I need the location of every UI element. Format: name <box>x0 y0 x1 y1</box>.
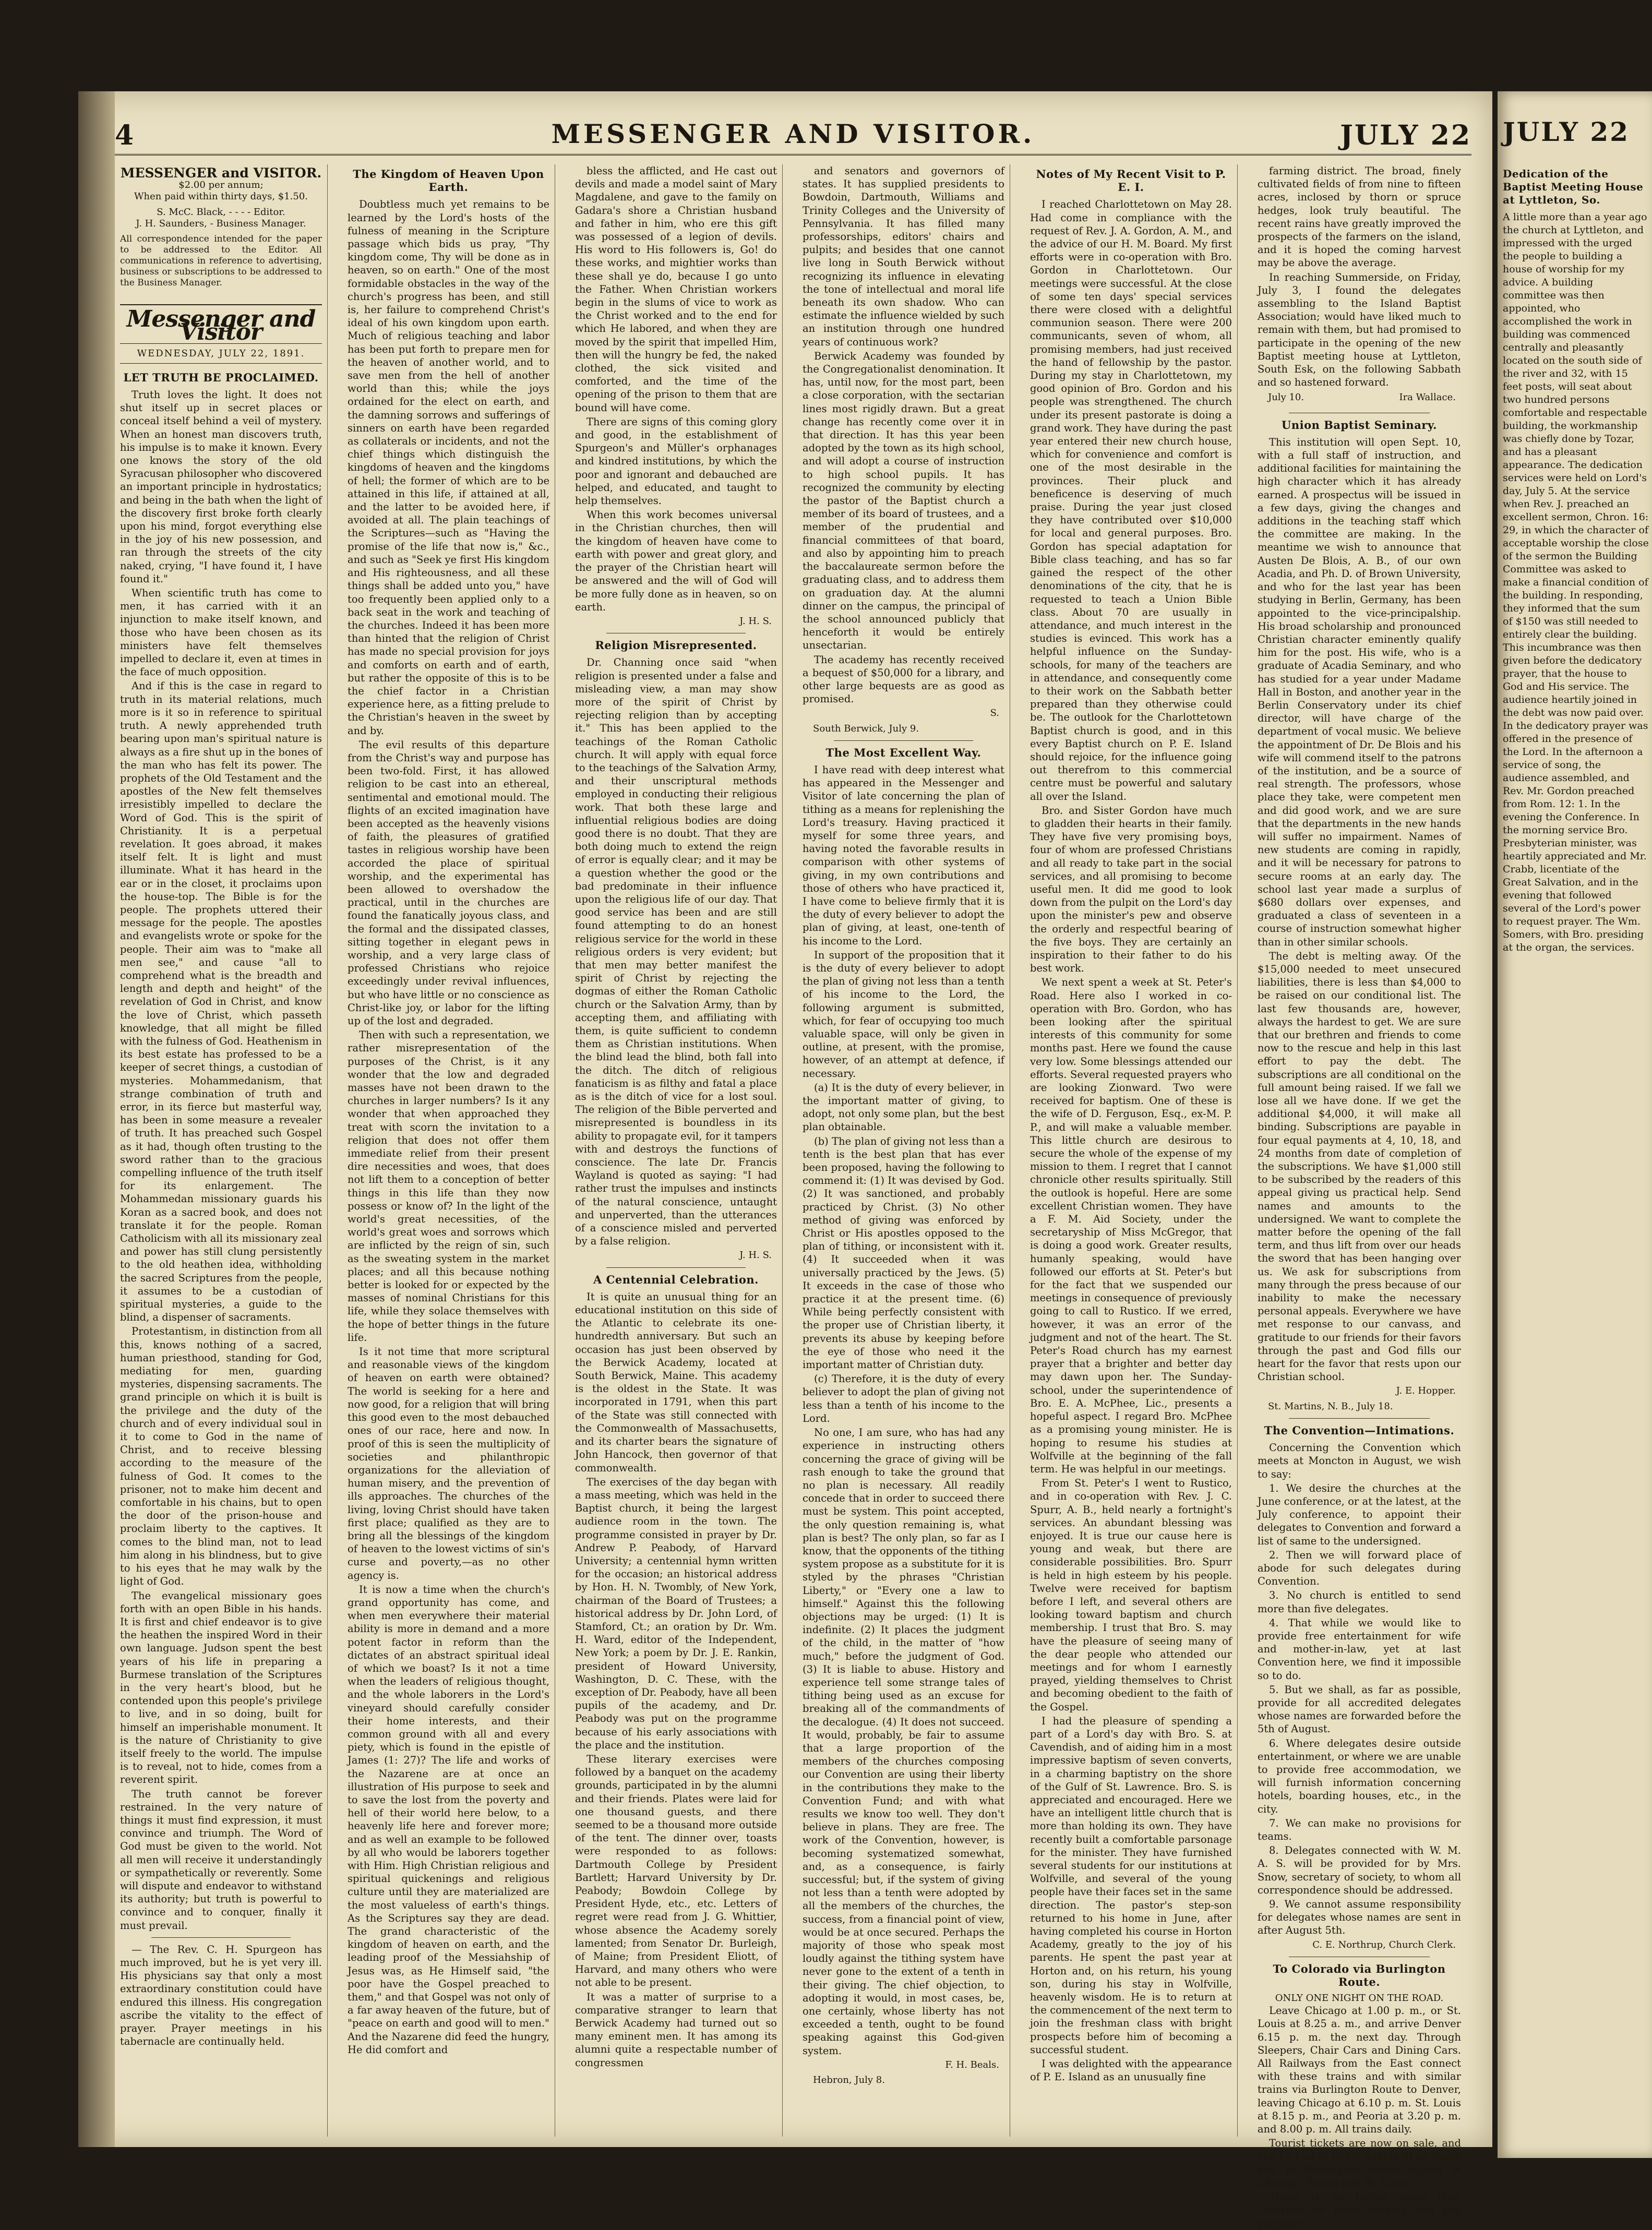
paragraph: The exercises of the day began with a mass meeting, which was held in the Baptist church, it being the largest audience room in the town. The programme consisted in prayer by Dr. Andrew P. Peabody, of Harvard University; a centennial hymn written for the occasion; an historical address by Hon. H. N. Twombly, of New York, chairman of the Board of Trustees; a historical address by Dr. John Lord, of Stamford, Ct.; an oration by Dr. Wm. H. Ward, editor of the Independent, New York; a poem by Dr. J. E. Rankin, president of Howard University, Washington, D. C. These, with the exception of Dr. Peabody, have all been pupils of the academy, and Dr. Peabody was put on the programme because of his early associations with the place and the institution. <box>575 1476 777 1751</box>
paragraph: Protestantism, in distinction from all this, knows nothing of a sacred, human priesthood, standing for God, mediating for men, guarding mysteries, dispensing sacraments. The grand principle on which it is built is the privilege and the duty of the church and of every individual soul in it to come to God in the name of Christ, and to receive blessing according to the measure of the fulness of God. It comes to the prisoner, not to make him decent and comfortable in his chains, but to open the door of the prison-house and proclaim liberty to the captives. It comes to the blind man, not to lead him along in his blindness, but to give to his eyes that he may walk by the light of God. <box>120 1325 322 1588</box>
issue-date: JULY 22 <box>1340 119 1471 151</box>
manager-line: J. H. Saunders, - Business Manager. <box>136 218 306 230</box>
paragraph: Doubtless much yet remains to be learned by the Lord's hosts of the fulness of meaning in the Scripture passage which bids us pray, "Thy kingdom come, Thy will be done as in heaven, so on earth." One of the most formidable obstacles in the way of the church's progress has been, and still is, her failure to comprehend Christ's ideal of his own kingdom upon earth. Much of religious teaching and labor has been put forth to prepare men for the heaven of another world, and to save men from the hell of another world than this; while the joys ordained for the elect on earth, and the damning sorrows and sufferings of sinners on earth have been regarded as collaterals or incidents, and not the chief things which distinguish the kingdoms of heaven and the kingdoms of hell; the former of which are to be attained in this life, if attained at all, and the latter to be avoided here, if avoided at all. The plain teachings of the Scriptures—such as "Having the promise of the life that now is," &c., and such as "Seek ye first His kingdom and His righteousness, and all these things shall be added unto you," have too frequently been applied only to a back seat in the work and teaching of the churches. Indeed it has been more than hinted that the religion of Christ has made no special provision for joys and comforts on earth and of earth, but rather the opposite of this is to be the chief factor in a Christian experience here, as a fitting prelude to the Christian's heaven in the sweet by and by. <box>348 198 549 737</box>
divider <box>606 1267 746 1268</box>
column-4 <box>797 164 1010 2137</box>
paragraph: It is quite an unusual thing for an educational institution on this side of the Atlantic to celebrate its one-hundredth anniversary. But such an occasion has just been observed by the Berwick Academy, located at South Berwick, Maine. This academy is the oldest in the State. It was incorporated in 1791, when this part of the State was still connected with the Commonwealth of Massachusetts, and its charter bears the signature of John Hancock, then governor of that commonwealth. <box>575 1290 777 1474</box>
paragraph: When this work becomes universal in the Christian churches, then will the kingdom of heaven have come to earth with power and great glory, and the prayer of the Christian heart will be answered and the will of God will be more fully done as in heaven, so on earth. <box>575 509 777 613</box>
column-3 <box>570 164 783 2137</box>
paragraph: The debt is melting away. Of the $15,000 needed to meet unsecured liabilities, there is less than $4,000 to be raised on our conditional list. The last few thousands are, however, always the hardest to get. We are sure that our brethren and friends to come now to the rescue and help in this last effort to pay the debt. The subscriptions are all conditional on the full amount being raised. If we fall we lose all we have done. If we get the additional $4,000, it will make all binding. Subscriptions are payable in four equal payments at 4, 10, 18, and 24 months from date of completion of the subscriptions. We have $1,000 still to be subscribed by the readers of this appeal giving us practical help. Send names and amounts to the undersigned. We want to complete the matter before the opening of the fall term, and thus lift from over our heads the sword that has been hanging over us. We ask for subscriptions from many through the press because of our inability to make the necessary personal appeals. Everywhere we have met response to our canvass, and gratitude to our friends for their favors through the past and God fills our heart for the favor that rests upon our Christian school. <box>1258 950 1461 1383</box>
article-heading: The Most Excellent Way. <box>825 746 981 759</box>
subscription-note: When paid within thirty days, $1.50. <box>134 191 308 202</box>
editorial-heading: LET TRUTH BE PROCLAIMED. <box>123 370 319 384</box>
paragraph: Leave Chicago at 1.00 p. m., or St. Louis at 8.25 a. m., and arrive Denver 6.15 p. m. the next day. Through Sleepers, Chair Cars and Dining Cars. All Railways from the East connect with these trains and with similar trains via Burlington Route to Denver, leaving Chicago at 6.10 p. m. St. Louis at 8.15 p. m., and Peoria at 3.20 p. m. and 8.00 p. m. All trains daily. <box>1258 2005 1461 2136</box>
paragraph: Concerning the Convention which meets at Moncton in August, we wish to say: <box>1258 1442 1461 1480</box>
divider <box>834 740 973 741</box>
list-item: 3. No church is entitled to send more than five delegates. <box>1258 1589 1461 1615</box>
correspondence-notice: All correspondence intended for the paper to be addressed to the Editor. All communications in reference to advertising, business or subscriptions to be addressed to the Business Manager. <box>120 234 322 289</box>
column-6 <box>1252 164 1466 2229</box>
paragraph: In reaching Summerside, on Friday, July 3, I found the delegates assembling to the Island Baptist Association; would have liked much to remain with them, but had promised to participate in the opening of the new Baptist meeting house at Lyttleton, South Esk, on the following Sabbath and so hastened forward. <box>1258 271 1461 389</box>
dateline-place: St. Martins, N. B., July 18. <box>1268 1400 1393 1412</box>
paragraph: These literary exercises were followed by a banquet on the academy grounds, participated in by the alumni and their friends. Plates were laid for one thousand guests, and there seemed to be a thousand more outside of the tent. The dinner over, toasts were responded to as follows: Dartmouth College by President Bartlett; Harvard University by Dr. Peabody; Bowdoin College by President Hyde, etc., etc. Letters of regret were read from J. G. Whittier, whose absence the Academy sorely lamented; from Senator Dr. Burleigh, of Maine; from President Eliott, of Harvard, and many others who were not able to be present. <box>575 1753 777 1989</box>
article-heading: Union Baptist Seminary. <box>1282 418 1437 431</box>
paragraph: When scientific truth has come to men, it has carried with it an injunction to make itself known, and those who have been chosen as its ministers have felt themselves impelled to declare it, even at times in the face of much opposition. <box>120 587 322 678</box>
article-heading: Religion Misrepresented. <box>595 639 757 652</box>
masthead <box>115 116 1471 155</box>
paragraph: From St. Peter's I went to Rustico, and in co-operation with Rev. J. C. Spurr, A. B., held nearly a fortnight's services. An abundant blessing was enjoyed. It is true our cause here is young and weak, but there are considerable possibilities. Bro. Spurr is held in high esteem by his people. Twelve were received for baptism before I left, and several others are looking toward baptism and church membership. I trust that Bro. S. may have the pleasure of seeing many of the dear people who attended our meetings and for whom I earnestly prayed, yielding themselves to Christ and becoming obedient to the faith of the Gospel. <box>1030 1477 1232 1713</box>
paragraph: I was delighted with the appearance of P. E. Island as an unusually fine <box>1030 2058 1232 2083</box>
paragraph: A little more than a year ago the church at Lyttleton, and impressed with the urged the people to building a house of worship for my advice. A building committee was then appointed, who accomplished the work in building was commenced centrally and pleasantly located on the south side of the river and 32, with 15 feet posts, will seat about two hundred persons comfortable and respectable building, the workmanship was chiefly done by Tozar, and has a pleasant appearance. The dedication services were held on Lord's day, July 5. At the service when Rev. J. preached an excellent sermon, Chron. 16: 29, in which the character of acceptable worship the close of the sermon the Building Committee was asked to make a financial condition of the building. In responding, they informed that the sum of $150 was still needed to entirely clear the building. This incumbrance was then given before the dedicatory prayer, that the house to God and His service. The audience heartily joined in the debt was now paid over. In the dedicatory prayer was offered in the presence of the Lord. In the afternoon a service of song, the audience assembled, and Rev. Mr. Gordon preached from Rom. 12: 1. In the evening the Conference. In the morning service Bro. Presbyterian minister, was heartily appreciated and Mr. Crabb, licentiate of the Great Salvation, and in the evening that followed several of the Lord's power to request prayer. The Wm. Somers, with Bro. presiding at the organ, the services. <box>1503 211 1649 953</box>
dateline-place: July 10. <box>1268 392 1304 403</box>
paragraph: (b) The plan of giving not less than a tenth is the best plan that has ever been proposed, having the following to commend it: (1) It was devised by God. (2) It was sanctioned, and probably practiced by Christ. (3) No other method of giving was enforced by Christ or His apostles opposed to the plan of tithing, or inconsistent with it. (4) It succeeded when it was universally practiced by the Jews. (5) It exceeds in the case of those who practice it at the present time. (6) While being perfectly consistent with the proper use of Christian liberty, it prevents its abuse by keeping before the eye of those who need it the important matter of Christian duty. <box>803 1135 1004 1371</box>
list-item: 2. Then we will forward place of abode for such delegates during Convention. <box>1258 1549 1461 1588</box>
list-item: 1. We desire the churches at the June conference, or at the latest, at the July conference, to appoint their delegates to Convention and forward a list of same to the undersigned. <box>1258 1482 1461 1547</box>
list-item: 4. That while we would like to provide free entertainment for wife and mother-in-law, yet at last Convention here, we find it impossible so to do. <box>1258 1616 1461 1682</box>
author-signature: F. H. Beals. <box>945 2059 999 2070</box>
adjacent-page-edge <box>1498 91 1652 2158</box>
paragraph: Tourist tickets are now on sale, and can be had of ticket agents of all roads and at Burlington Route depots in Chicago, Peoria and St. Louis. <box>1258 2137 1461 2189</box>
adjacent-page-date: JULY 22 <box>1503 116 1630 147</box>
paragraph: I reached Charlottetown on May 28. Had come in compliance with the request of Rev. J. A. Gordon, A. M., and the advice of our H. M. Board. My first efforts were in co-operation with Bro. Gordon in Charlottetown. Our meetings were successful. At the close of some ten days' special services there were closed with a delightful communion season. There were 200 communicants, seven of whom, all promising members, had just received the hand of fellowship by the pastor. During my stay in Charlottetown, my good opinion of Bro. Gordon and his people was strengthened. The church under its present pastorate is doing a grand work. They have during the past year entered their new church house, which for convenience and comfort is one of the most desirable in the provinces. Their pluck and beneficence is deserving of much praise. During the year just closed they have contributed over $10,000 for local and general purposes. Bro. Gordon has special adaptation for Bible class teaching, and has so far gained the respect of the other denominations of the city, that he is requested to teach a Union Bible class. About 70 are usually in attendance, and much interest in the studies is evinced. This work has a helpful influence on the Sunday-schools, for many of the teachers are in attendance, and consequently come to their work on the Sabbath better prepared than they otherwise could be. The outlook for the Charlottetown Baptist church is good, and in this every Baptist church on P. E. Island should rejoice, for the influence going out therefrom to this commercial centre must be powerful and salutary all over the Island. <box>1030 198 1232 802</box>
paragraph: The evil results of this departure from the Christ's way and purpose has been two-fold. First, it has allowed religion to be cast into an ethereal, sentimental and emotional mould. The flights of an excited imagination have been accepted as the heavenly visions of faith, the pleasures of gratified tastes in religious worship have been accorded the place of spiritual worship, and the experimental has been allowed to overshadow the practical, until in the churches are found the fanatically joyous class, and the formal and the dissipated classes, sitting together in elegant pews in worship, and a very large class of professed Christians who rejoice exceedingly under revival influences, but who have little or no conscience as Christ-like joy, or labor for the lifting up of the lost and degraded. <box>348 738 549 1027</box>
paragraph: It was a matter of surprise to a comparative stranger to learn that Berwick Academy had turned out so many eminent men. It has among its alumni quite a respectable number of congressmen <box>575 1991 777 2069</box>
divider <box>151 1937 291 1938</box>
paragraph: and senators and governors of states. It has supplied presidents to Bowdoin, Dartmouth, Williams and Trinity Colleges and the University of Pennsylvania. It has filled many professorships, editors' chairs and pulpits; and besides that one cannot live long in South Berwick without recognizing its influence in elevating the tone of intellectual and moral life beneath its own shadow. Who can estimate the influence wielded by such an institution through one hundred years of continuous work? <box>803 165 1004 348</box>
paragraph: Bro. and Sister Gordon have much to gladden their hearts in their family. They have five very promising boys, four of whom are professed Christians and all ready to take part in the social services, and all promising to become useful men. It did me good to look down from the pulpit on the Lord's day upon the minister's pew and observe the orderly and respectful bearing of the five boys. They are certainly an inspiration to their father to do his best work. <box>1030 804 1232 975</box>
paragraph: It is now a time when the church's grand opportunity has come, and when men everywhere their material ability is more in demand and a more potent factor in reform than the dictates of an abstract spiritual ideal of which we boast? Is it not a time when the leaders of religious thought, and the whole laborers in the Lord's vineyard should carefully consider their home interests, and their common ground with all and every piety, which is found in the epistle of James (1: 27)? The life and works of the Nazarene are at once an illustration of His purpose to seek and to save the lost from the poverty and hell of their world here below, to a heavenly life here and forever more; and as well an example to be followed by all who would be laborers together with Him. High Christian religious and spiritual quickenings and religious culture until they are materialized are the most valueless of earth's things. As the Scriptures say they are dead. The grand characteristic of the kingdom of heaven on earth, and the leading proof of the Messiahship of Jesus was, as He Himself said, "the poor have the Gospel preached to them," and that Gospel was not only of a far away heaven of the future, but of "peace on earth and good will to men." And the Nazarene did feed the hungry, He did comfort and <box>348 1583 549 2056</box>
article-heading: The Convention—Intimations. <box>1264 1423 1455 1437</box>
paragraph: We next spent a week at St. Peter's Road. Here also I worked in co-operation with Bro. Gordon, who has been looking after the spiritual interests of this community for some months past. Here we found the cause very low. Some blessings attended our efforts. Several requested prayers who are looking Zionward. Two were received for baptism. One of these is the wife of D. Ferguson, Esq., ex-M. P. P., and will make a valuable member. This little church are desirous to secure the whole of the expense of my mission to them. I regret that I cannot chronicle other results spiritually. Still the outlook is hopeful. Here are some excellent Christian women. They have a F. M. Aid Society, under the secretaryship of Miss McGregor, that is doing a good work. Greater results, humanly speaking, would have followed our efforts at St. Peter's but for the fact that we suspended our meetings in consequence of previously going to call to Rustico. If we erred, however, it was an error of the judgment and not of the heart. The St. Peter's Road church has my earnest prayer that a brighter and better day may dawn upon her. The Sunday-school, under the superintendence of Bro. E. A. McPhee, Lic., presents a hopeful aspect. I regard Bro. McPhee as a promising young minister. He is hoping to resume his studies at Wolfville at the beginning of the fall term. He was helpful in our meetings. <box>1030 976 1232 1475</box>
article-columns <box>115 164 1471 2229</box>
newspaper-page <box>78 91 1492 2229</box>
paragraph: I had the pleasure of spending a part of a Lord's day with Bro. S. at Cavendish, and of aiding him in a most impressive baptism of seven converts, in a charming baptistry on the shore of the Gulf of St. Lawrence. Bro. S. is appreciated and encouraged. Here we have an intelligent little church that is more than holding its own. They have recently built a comfortable parsonage for the minister. They have furnished several students for our institutions at Wolfville, and several of the young people have their faces set in the same direction. The pastor's step-son returned to his home in June, after having completed his course in Horton Academy, greatly to the joy of his parents. He spent the past year at Horton and, on his return, his young son, during his stay in Wolfville, heavenly wisdom. He is to return at the commencement of the next term to join the freshman class with bright prospects before him of becoming a successful student. <box>1030 1715 1232 2056</box>
paragraph: (c) Therefore, it is the duty of every believer to adopt the plan of giving not less than a tenth of his income to the Lord. <box>803 1373 1004 1424</box>
author-signature: J. H. S. <box>739 1250 772 1261</box>
author-signature: C. E. Northrup, Church Clerk. <box>1312 1939 1456 1950</box>
paragraph: The evangelical missionary goes forth with an open Bible in his hands. It is first and chief endeavor is to give the heathen the inspired Word in their own language. Judson spent the best years of his life in preparing a Burmese translation of the Scriptures in the very heart's blood, but he contended upon this people's privilege to live, and in so doing, built for himself an imperishable monument. It is the nature of Christianity to give itself freely to the world. The impulse is to reveal, not to hide, comes from a reverent spirit. <box>120 1589 322 1786</box>
article-heading: The Kingdom of Heaven Upon Earth. <box>353 167 544 194</box>
article-heading: A Centennial Celebration. <box>593 1273 759 1286</box>
paragraph: The truth cannot be forever restrained. In the very nature of things it must find expression, it must convince and triumph. The Word of God must be given to the world. Not all men will receive it understandingly or sympathetically or reverently. Some will dispute and endeavor to withstand its authority; but truth is powerful to convince and to conquer, finally it must prevail. <box>120 1788 322 1932</box>
dateline-place: Hebron, July 8. <box>813 2075 885 2086</box>
nameplate: Messenger and Visitor <box>120 304 322 339</box>
paragraph: I have read with deep interest what has appeared in the Messenger and Visitor of late concerning the plan of tithing as a means for replenishing the Lord's treasury. Having practiced it myself for some three years, and having noted the favorable results in comparison with other systems of giving, in my own contributions and those of others who have practiced it, I have come to believe firmly that it is the duty of every believer to adopt the plan of giving, at least, one-tenth of his income to the Lord. <box>803 763 1004 947</box>
subscription-price: $2.00 per annum; <box>178 179 264 191</box>
list-item: 6. Where delegates desire outside entertainment, or where we are unable to provide free accommodation, we will furnish information concerning hotels, boarding houses, etc., in the city. <box>1258 1737 1461 1815</box>
paragraph: There is no better place than Colorado for those seeking rest and pleasure <box>1258 2191 1461 2229</box>
paragraph: Truth loves the light. It does not shut itself up in secret places or conceal itself behind a veil of mystery. When an honest man discovers truth, his impulse is to make it known. Every one knows the story of the old Syracusan philosopher who discovered an important principle in hydrostatics; and being in the bath when the light of the discovery first broke forth clearly upon his mind, forgot everything else in the joy of his new possession, and ran through the streets of the city naked, crying, "I have found it, I have found it." <box>120 389 322 585</box>
dateline: WEDNESDAY, JULY 22, 1891. <box>120 343 322 364</box>
adjacent-page-column <box>1503 164 1649 954</box>
paragraph: bless the afflicted, and He cast out devils and made a model saint of Mary Magdalene, and gave to the family on Gadara's shore a Christian husband and father in him, who ere this gift was possessed of a legion of devils. His word to His followers is, Go! do these works, and mightier works than these shall ye do, because I go unto the Father. When Christian workers begin in the slums of vice to work as the Christ worked and to the end for which He labored, and when they are moved by the spirit that impelled Him, then will the hungry be fed, the naked clothed, the sick visited and comforted, and the time of the opening of the prison to them that are bound will have come. <box>575 165 777 414</box>
paper-name: MESSENGER and VISITOR. <box>120 165 322 181</box>
author-signature: J. E. Hopper. <box>1396 1385 1456 1397</box>
column-2 <box>342 164 555 2137</box>
dateline-place: South Berwick, July 9. <box>813 723 919 734</box>
page-number: 4 <box>115 119 134 151</box>
paragraph: Then with such a representation, we rather misrepresentation of the purposes of the Christ, is it any wonder that the low and degraded masses have not been drawn to the churches in larger numbers? Is it any wonder that when approached they treat with scorn the invitation to a religion that does not offer them immediate relief from their present dire necessities and woes, that does not lift them to a conception of better things in this life than they now possess or know of? In the light of the world's great necessities, of the world's great woes and sorrows which are inflicted by the reign of sin, such as the sweating system in the market places; and all this because nothing better is looked for or expected by the masses of nominal Christians for this life, while they solace themselves with the hope of better things in the future life. <box>348 1029 549 1344</box>
article-heading: To Colorado via Burlington Route. <box>1273 1962 1446 1989</box>
article-heading: Dedication of the Baptist Meeting House at Lyttleton, So. <box>1503 167 1644 206</box>
paragraph: And if this is the case in regard to truth in its material relations, much more is it so in reference to spiritual truth. A newly apprehended truth bearing upon man's spiritual nature is always as a fire shut up in the bones of the man who has felt its power. The prophets of the Old Testament and the apostles of the New felt themselves irresistibly impelled to declare the Word of God. This is the spirit of Christianity. It is a perpetual revelation. It goes abroad, it makes itself felt. It is light and must illuminate. What it has heard in the ear or in the closet, it proclaims upon the house-top. The Bible is for the people. The prophets uttered their message for the people. The apostles and evangelists wrote or spoke for the people. Their aim was to "make all men see," and cause "all to comprehend what is the breadth and length and depth and height" of the revelation of God in Christ, and know the love of Christ, which passeth knowledge, that all might be filled with the fulness of God. Heathenism in its best estate has professed to be a keeper of secret things, a custodian of mysteries. Mohammedanism, that strange combination of truth and error, in its fierce but masterful way, has been in some measure a revealer of truth. It has preached such Gospel as it had, though often trusting to the sword rather than to the gracious compelling influence of the truth itself for its enlargement. The Mohammedan missionary guards his Koran as a sacred book, and does not translate it for the people. Roman Catholicism with all its missionary zeal and power has still clung persistently to the old heathen idea, withholding the sacred Scriptures from the people, it assumes to be a custodian of spiritual mysteries, a guide to the blind, a dispenser of sacraments. <box>120 680 322 1324</box>
paragraph: Is it not time that more scriptural and reasonable views of the kingdom of heaven on earth were obtained? The world is seeking for a here and now good, for a religion that will bring this good even to the most debauched ones of our race, here and now. In proof of this is seen the multiplicity of societies and philanthropic organizations for the alleviation of human misery, and the prevention of ills approaches. The churches of the living, loving Christ should have taken first place; qualified as they are to bring all the blessings of the kingdom of heaven to the lowest victims of sin's curse and poverty,—as no other agency is. <box>348 1346 549 1581</box>
article-subheading: ONLY ONE NIGHT ON THE ROAD. <box>1275 1993 1444 2004</box>
paragraph: farming district. The broad, finely cultivated fields of from nine to fifteen acres, inclosed by thorn or spruce hedges, look truly beautiful. The recent rains have greatly improved the prospects of the farmers on the island, and it is hoped the coming harvest may be above the average. <box>1258 165 1461 269</box>
paragraph: In support of the proposition that it is the duty of every believer to adopt the plan of giving not less than a tenth of his income to the Lord, the following argument is submitted, which, for fear of occupying too much valuable space, will only be given in outline, at present, with the promise, however, of an attempt at defence, if necessary. <box>803 949 1004 1080</box>
paragraph: The academy has recently received a bequest of $50,000 for a library, and other large bequests are as good as promised. <box>803 653 1004 705</box>
author-signature: S. <box>990 708 999 719</box>
paragraph: (a) It is the duty of every believer, in the important matter of giving, to adopt, not only some plan, but the best plan obtainable. <box>803 1081 1005 1133</box>
paragraph: There are signs of this coming glory and good, in the establishment of Spurgeon's and Müller's orphanages and kindred institutions, by which the poor and ignorant and debauched are helped, and educated, and taught to help themselves. <box>575 415 777 507</box>
list-item: 9. We cannot assume responsibility for delegates whose names are sent in after August 5th. <box>1258 1898 1461 1937</box>
author-signature: J. H. S. <box>739 615 772 627</box>
paragraph: Dr. Channing once said "when religion is presented under a false and misleading view, a man may show more of the spirit of Christ by rejecting religion than by accepting it." This has been applied to the teachings of the Roman Catholic church. It will apply with equal force to the teachings of the Salvation Army, and their unscriptural methods employed in conducting their religious work. That both these large and influential religious bodies are doing good there is no doubt. That they are both doing much to extend the reign of error is equally clear; and it may be a question whether the good or the bad predominate in their influence upon the religious life of our day. That good service has been and are still found attempting to do an honest religious service for the world in these religious orders is very evident; but that men may better manifest the spirit of Christ by rejecting the dogmas of either the Roman Catholic church or the Salvation Army, than by accepting them, and affiliating with them, is quite sufficient to condemn them as Christian institutions. When the blind lead the blind, both fall into the ditch. The ditch of religious fanaticism is as filthy and fatal a place as is the ditch of vice for a lost soul. The religion of the Bible perverted and misrepresented is boundless in its ability to propagate evil, for it tampers with and destroys the functions of conscience. The late Dr. Francis Wayland is quoted as saying: "I had rather trust the impulses and instincts of the natural conscience, untaught and unperverted, than the utterances of a conscience misled and perverted by a false religion. <box>575 656 777 1248</box>
author-signature: Ira Wallace. <box>1399 392 1456 403</box>
article-heading: Notes of My Recent Visit to P. E. I. <box>1036 167 1226 194</box>
paragraph: This institution will open Sept. 10, with a full staff of instruction, and additional facilities for maintaining the high character which it has already earned. A prospectus will be issued in a few days, giving the changes and additions in the teaching staff which the committee are making. In the meantime we wish to announce that Austen De Blois, A. B., of our own Acadia, and Ph. D. of Brown University, and who for the last year has been studying in Berlin, Germany, has been appointed to the vice-principalship. His broad scholarship and pronounced Christian character eminently qualify him for the post. His wife, who is a graduate of Acadia Seminary, and who has studied for a year under Madame Hall in Boston, and another year in the Berlin Conservatory under its chief director, will have charge of the department of vocal music. We believe the appointment of Dr. De Blois and his wife will commend itself to the patrons of the institution, and be a source of real strength. The professors, whose place they take, were competent men and did good work, and we are sure that the departments in the new hands will suffer no impairment. Names of new students are coming in rapidly, and it will be necessary for patrons to secure rooms at an early day. The school last year made a surplus of $680 dollars over expenses, and graduated a class of seventeen in a course of instruction somewhat higher than in other similar schools. <box>1258 436 1461 948</box>
list-item: 7. We can make no provisions for teams. <box>1258 1817 1461 1842</box>
column-5 <box>1025 164 1238 2137</box>
list-item: 8. Delegates connected with W. M. A. S. will be provided for by Mrs. Snow, secretary of society, to whom all correspondence should be addressed. <box>1258 1844 1461 1896</box>
page-binding-gutter <box>78 91 115 2147</box>
paragraph: — The Rev. C. H. Spurgeon has much improved, but he is yet very ill. His physicians say that only a most extraordinary constitution could have endured this illness. His congregation ascribe the vitality to the effect of prayer. Prayer meetings in his tabernacle are continually held. <box>120 1943 322 2048</box>
editor-line: S. McC. Black, - - - - Editor. <box>157 207 285 218</box>
paragraph: No one, I am sure, who has had any experience in instructing others concerning the grace of giving will be rash enough to take the ground that no plan is necessary. All readily concede that in order to succeed there must be system. This point accepted, the only question remaining is, what plan is best? The only plan, so far as I know, that the opponents of the tithing system propose as a substitute for it is styled by the phrases "Christian Liberty," or "Every one a law to himself." Against this the following objections may be urged: (1) It is indefinite. (2) It places the judgment of the child, in the matter of "how much," before the judgment of God. (3) It is liable to abuse. History and experience tell some strange tales of tithing being used as an excuse for breaking all of the commandments of the decalogue. (4) It does not succeed. It would, probably, be fair to assume that a large proportion of the members of the churches composing our Convention are using their liberty in the contributions they make to the Convention Fund; and with what results we know too well. They don't believe in plans. They are free. The work of the Convention, however, is becoming systematized somewhat, and, as a consequence, is fairly successful; but, if the system of giving not less than a tenth were adopted by all the members of the churches, the success, from a financial point of view, would be at once secured. Perhaps the majority of those who speak most loudly against the tithing system have never gone to the extent of a tenth in their giving. The chief objection, to adopting it would, in most cases, be, one certainly, whose liberty has not exceeded a tenth, ought to be found speaking against this God-given system. <box>803 1426 1004 2057</box>
newspaper-title: MESSENGER AND VISITOR. <box>551 118 1035 149</box>
paragraph: Berwick Academy was founded by the Congregationalist denomination. It has, until now, for the most part, been a close corporation, with the sectarian lines most rigidly drawn. But a great change has recently come over it in that direction. It has this year been adopted by the town as its high school, and will adopt a course of instruction to high school pupils. It has recognized the community by electing the pastor of the Baptist church a member of its board of trustees, and a member of the prudential and financial committees of that board, and also by appointing him to preach the baccalaureate sermon before the graduating class, and to address them on graduation day. At the alumni dinner on the campus, the principal of the school announced publicly that henceforth it would be entirely unsectarian. <box>803 350 1004 652</box>
column-1 <box>115 164 328 2137</box>
list-item: 5. But we shall, as far as possible, provide for all accredited delegates whose names are forwarded before the 5th of August. <box>1258 1683 1461 1735</box>
divider <box>1289 1418 1430 1419</box>
